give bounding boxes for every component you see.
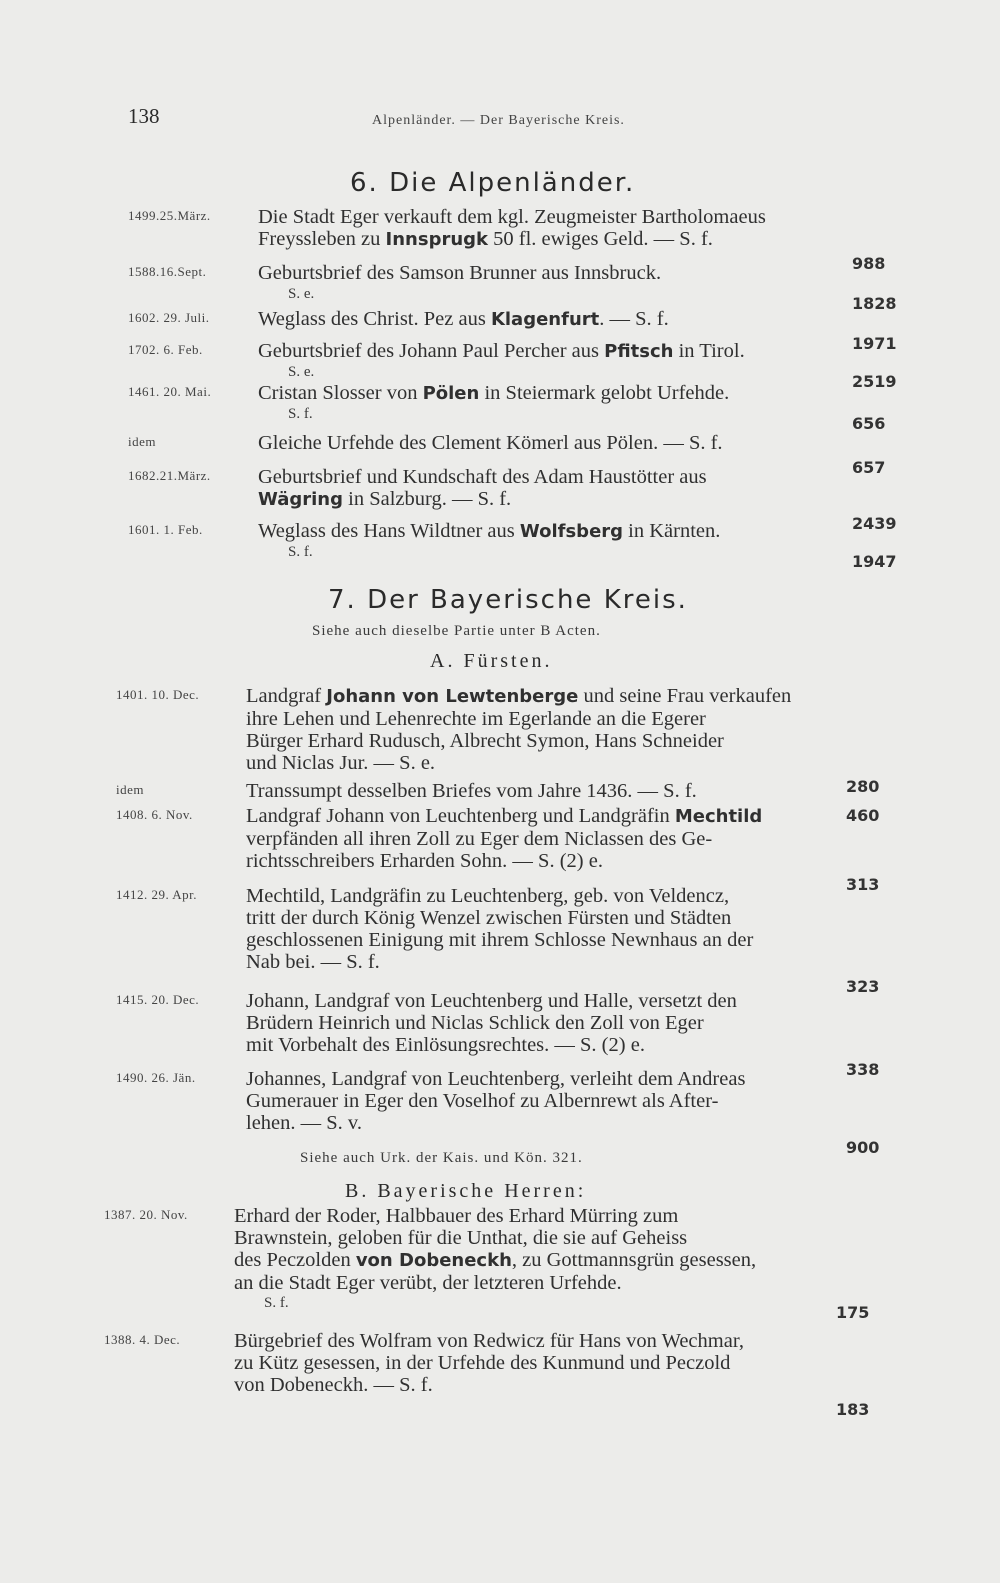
entry-place-name: von Dobeneckh [355, 1250, 512, 1271]
entry-place-name: Mechtild [674, 806, 763, 827]
entry-text-pre: Johannes, Landgraf von Leuchtenberg, verleiht dem Andreas Gumerauer in Eger den Voselhof zu Albernrewt als After- lehen. — S. v. [246, 1068, 746, 1134]
entry-text-pre: Johann, Landgraf von Leuchtenberg und Halle, versetzt den Brüdern Heinrich und Niclas Schlick den Zoll von Eger mit Vorbehalt des Einlösungsrechtes. — S. (2) e. [246, 990, 737, 1056]
entry-reference-number: 280 [846, 777, 880, 796]
entry-text-post: und seine Frau verkaufen ihre Lehen und Lehenrechte im Egerlande an die Egerer Bürger Erhard Rudusch, Albrecht Symon, Hans Schneider und Niclas Jur. — S. e. [246, 685, 792, 774]
entry-reference-number: 183 [836, 1400, 870, 1419]
entry-text [246, 805, 906, 872]
entry-text-pre: Geburtsbrief des Johann Paul Percher aus [258, 340, 605, 362]
entry-date: idem [116, 782, 144, 797]
entry-place-name: Pölen [422, 383, 480, 404]
entry-reference-number: 1971 [852, 334, 897, 353]
entry-text [258, 520, 918, 543]
entry-text [258, 308, 918, 331]
entry-place-name: Wägring [258, 489, 343, 510]
entry-reference-number: 2439 [852, 514, 897, 533]
entry-text [246, 885, 906, 973]
entry-text-post: in Salzburg. — S. f. [343, 488, 512, 510]
subsection-a-heading: A. Fürsten. [430, 650, 553, 672]
entry-text [234, 1330, 894, 1396]
entry-archive-mark: S. f. [288, 406, 313, 422]
entry-reference-number: 2519 [852, 372, 897, 391]
entry-text-pre: Mechtild, Landgräfin zu Leuchtenberg, geb. von Veldencz, tritt der durch König Wenzel zwischen Fürsten und Städten geschlossenen Einigung mit ihrem Schlosse Newnhaus an der Nab bei. — S. f. [246, 885, 754, 973]
entry-date: 1388. 4. Dec. [104, 1332, 181, 1347]
entry-text [246, 685, 906, 774]
entry-place-name: Klagenfurt [490, 309, 600, 330]
entry-text-pre: Cristan Slosser von [258, 382, 423, 404]
entry-text-post: verpfänden all ihren Zoll zu Eger dem Niclassen des Ge- richtsschreibers Erharden Sohn. — S. (2) e. [246, 828, 713, 872]
entry-text [258, 382, 918, 405]
section-7-note: Siehe auch dieselbe Partie unter B Acten. [312, 623, 601, 639]
entry-date: 1412. 29. Apr. [116, 887, 198, 902]
running-title: Alpenländer. — Der Bayerische Kreis. [372, 113, 625, 128]
subsection-a-note: Siehe auch Urk. der Kais. und Kön. 321. [300, 1150, 583, 1166]
entry-text-post: , zu Gottmannsgrün gesessen, an die Stadt Eger verübt, der letzteren Urfehde. [234, 1249, 757, 1294]
entry-date: 1499.25.März. [128, 208, 211, 223]
entry-place-name: Wolfsberg [519, 521, 624, 542]
entry-reference-number: 323 [846, 977, 880, 996]
entry-text [246, 990, 906, 1056]
entry-date: 1702. 6. Feb. [128, 342, 203, 357]
entry-text-pre: Bürgebrief des Wolfram von Redwicz für Hans von Wechmar, zu Kütz gesessen, in der Urfehde des Kunmund und Peczold von Dobeneckh. — S. f. [234, 1330, 744, 1396]
entry-archive-mark: S. e. [288, 364, 315, 380]
entry-text-pre: Gleiche Urfehde des Clement Kömerl aus Pölen. — S. f. [258, 432, 723, 454]
entry-text-pre: Landgraf [246, 685, 327, 707]
entry-text [258, 340, 918, 363]
entry-text [234, 1205, 894, 1294]
entry-date: 1461. 20. Mai. [128, 384, 212, 399]
entry-text-pre: Landgraf Johann von Leuchtenberg und Landgräfin [246, 805, 675, 827]
entry-text-pre: Die Stadt Eger verkauft dem kgl. Zeugmeister Bartholomaeus Freyssleben zu [258, 206, 766, 250]
entry-text-post: in Tirol. [673, 340, 745, 362]
entry-place-name: Innsprugk [385, 229, 489, 250]
section-6-heading: 6. Die Alpenländer. [350, 168, 636, 198]
subsection-b-heading: B. Bayerische Herren: [345, 1180, 587, 1202]
entry-text-post: . — S. f. [599, 308, 669, 330]
entry-reference-number: 175 [836, 1303, 870, 1322]
entry-date: 1682.21.März. [128, 468, 211, 483]
entry-text [246, 1068, 906, 1134]
entry-text [246, 780, 906, 802]
entry-place-name: Pfitsch [604, 341, 674, 362]
entry-reference-number: 657 [852, 458, 886, 477]
entry-date: idem [128, 434, 156, 449]
entry-text-pre: Geburtsbrief des Samson Brunner aus Innsbruck. [258, 262, 662, 284]
entry-text-pre: Weglass des Christ. Pez aus [258, 308, 491, 330]
entry-text-pre: Weglass des Hans Wildtner aus [258, 520, 520, 542]
entry-reference-number: 988 [852, 254, 886, 273]
entry-place-name: Johann von Lewtenberge [326, 686, 579, 707]
entry-reference-number: 313 [846, 875, 880, 894]
entry-text [258, 262, 918, 284]
entry-text-post: 50 fl. ewiges Geld. — S. f. [488, 228, 713, 250]
entry-date: 1408. 6. Nov. [116, 807, 193, 822]
entry-text [258, 466, 918, 511]
page-number: 138 [128, 104, 160, 128]
entry-text-pre: Erhard der Roder, Halbbauer des Erhard Mürring zum Brawnstein, geloben für die Unthat, die sie auf Geheiss des Peczolden [234, 1205, 688, 1271]
entry-date: 1490. 26. Jän. [116, 1070, 196, 1085]
entry-date: 1602. 29. Juli. [128, 310, 210, 325]
entry-text-pre: Geburtsbrief und Kundschaft des Adam Haustötter aus [258, 466, 707, 488]
entry-reference-number: 656 [852, 414, 886, 433]
entry-archive-mark: S. f. [288, 544, 313, 560]
entry-reference-number: 1828 [852, 294, 897, 313]
entry-reference-number: 460 [846, 806, 880, 825]
entry-text-pre: Transsumpt desselben Briefes vom Jahre 1436. — S. f. [246, 780, 697, 802]
entry-text-post: in Steiermark gelobt Urfehde. [479, 382, 730, 404]
entry-text [258, 432, 918, 454]
entry-date: 1601. 1. Feb. [128, 522, 203, 537]
entry-reference-number: 338 [846, 1060, 880, 1079]
entry-date: 1401. 10. Dec. [116, 687, 200, 702]
entry-reference-number: 900 [846, 1138, 880, 1157]
entry-archive-mark: S. f. [264, 1295, 289, 1311]
entry-text [258, 206, 918, 251]
entry-archive-mark: S. e. [288, 286, 315, 302]
entry-text-post: in Kärnten. [623, 520, 721, 542]
entry-date: 1415. 20. Dec. [116, 992, 200, 1007]
section-7-heading: 7. Der Bayerische Kreis. [328, 585, 688, 615]
entry-date: 1387. 20. Nov. [104, 1207, 188, 1222]
entry-reference-number: 1947 [852, 552, 897, 571]
entry-date: 1588.16.Sept. [128, 264, 207, 279]
